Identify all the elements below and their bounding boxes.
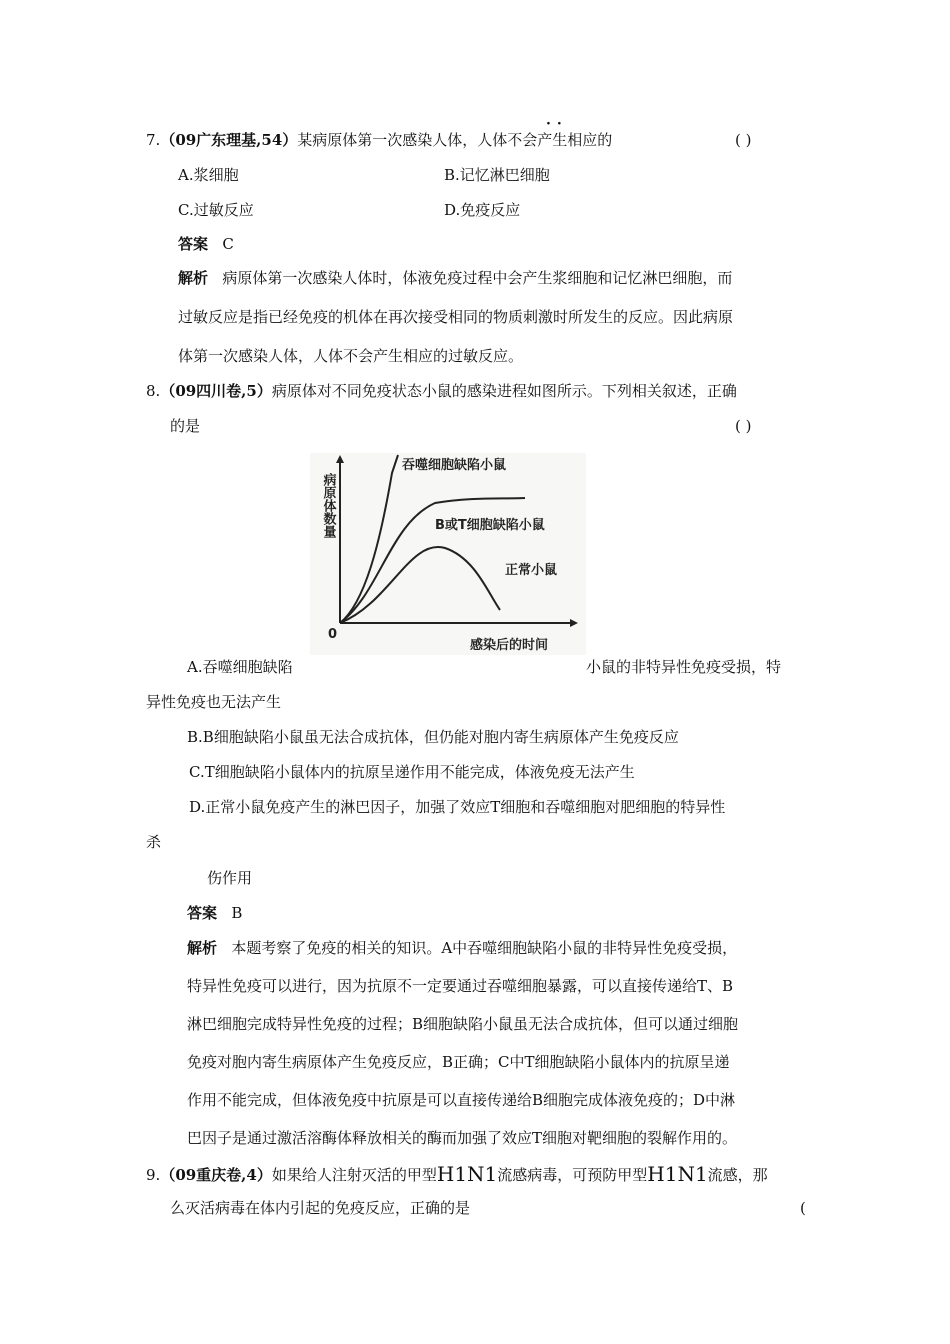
q8-option-d: D.正常小鼠免疫产生的淋巴因子，加强了效应T细胞和吞噬细胞对肥细胞的特异性 [189, 798, 726, 816]
q7-source: （09广东理基,54） [160, 131, 298, 149]
q7-analysis-label: 解析 [178, 269, 209, 287]
q7-option-d: D.免疫反应 [444, 201, 521, 219]
q7-stem [146, 130, 612, 150]
origin-label: 0 [328, 627, 338, 642]
q7-answer [178, 234, 234, 254]
q8-analysis-line-2: 特异性免疫可以进行，因为抗原不一定要通过吞噬细胞暴露，可以直接传递给T、B [187, 977, 734, 995]
q8-analysis-line-4: 免疫对胞内寄生病原体产生免疫反应，B正确；C中T细胞缺陷小鼠体内的抗原呈递 [187, 1053, 730, 1071]
q7-analysis-line-1: 解析 病原体第一次感染人体时，体液免疫过程中会产生浆细胞和记忆淋巴细胞，而 [178, 269, 733, 287]
q7-answer-value: C [222, 235, 234, 253]
q8-option-d-continued-2: 伤作用 [207, 869, 253, 887]
series-label-phagocyte-deficient: 吞噬细胞缺陷小鼠 [402, 458, 507, 473]
q7-number: 7. [146, 131, 161, 149]
series-label-b-or-t-deficient: B或T细胞缺陷小鼠 [435, 518, 545, 533]
q8-answer [187, 903, 242, 923]
y-axis-label: 病原体数量 [320, 473, 336, 538]
q8-number: 8. [146, 382, 161, 400]
q8-option-a-continued: 异性免疫也无法产生 [146, 693, 282, 711]
q8-option-a-part-2: 小鼠的非特异性免疫受损，特 [586, 658, 782, 676]
q8-stem-line-1: 8.（09四川卷,5）病原体对不同免疫状态小鼠的感染进程如图所示。下列相关叙述，正确 [146, 382, 737, 400]
q8-answer-paren: ( ) [735, 417, 752, 435]
q9-stem-line-2: 么灭活病毒在体内引起的免疫反应，正确的是 [170, 1199, 471, 1217]
infection-curve-figure [310, 453, 586, 655]
h1n1-term: H1N1 [647, 1162, 708, 1186]
q8-answer-label: 答案 [187, 904, 218, 922]
q9-source: （09重庆卷,4） [160, 1166, 272, 1184]
q8-option-a-part-1: A.吞噬细胞缺陷 [187, 658, 293, 676]
q7-emphasis-dots: ·· [546, 116, 568, 132]
q9-stem-line-1: 9.（09重庆卷,4）如果给人注射灭活的甲型H1N1流感病毒，可预防甲型H1N1流感，那 [146, 1162, 768, 1186]
q7-option-c: C.过敏反应 [178, 201, 254, 219]
q7-option-b: B.记忆淋巴细胞 [444, 166, 550, 184]
x-axis-label: 感染后的时间 [470, 638, 549, 653]
figure-background [310, 453, 586, 655]
q8-analysis-line-3: 淋巴细胞完成特异性免疫的过程；B细胞缺陷小鼠虽无法合成抗体，但可以通过细胞 [187, 1015, 739, 1033]
q8-option-c: C.T细胞缺陷小鼠体内的抗原呈递作用不能完成，体液免疫无法产生 [189, 763, 635, 781]
q7-analysis-line-3: 体第一次感染人体，人体不会产生相应的过敏反应。 [178, 347, 524, 365]
h1n1-term: H1N1 [436, 1162, 498, 1186]
q8-option-d-continued-1: 杀 [146, 833, 162, 851]
q8-analysis-line-6: 巴因子是通过激活溶酶体释放相关的酶而加强了效应T细胞对靶细胞的裂解作用的。 [187, 1129, 738, 1147]
q8-answer-value: B [231, 904, 243, 922]
q8-option-b: B.B细胞缺陷小鼠虽无法合成抗体，但仍能对胞内寄生病原体产生免疫反应 [187, 728, 679, 746]
q7-option-a: A.浆细胞 [178, 166, 239, 184]
q7-stem-text: 某病原体第一次感染人体，人体不会产生相应的 [297, 131, 613, 149]
q8-analysis-line-5: 作用不能完成，但体液免疫中抗原是可以直接传递给B细胞完成体液免疫的；D中淋 [187, 1091, 736, 1109]
q9-number: 9. [146, 1166, 161, 1184]
series-label-normal: 正常小鼠 [505, 563, 558, 578]
q7-analysis-line-2: 过敏反应是指已经免疫的机体在再次接受相同的物质刺激时所发生的反应。因此病原 [178, 308, 734, 326]
q8-analysis-line-1: 解析 本题考察了免疫的相关的知识。A中吞噬细胞缺陷小鼠的非特异性免疫受损， [187, 939, 738, 957]
q8-stem-line-2: 的是 [170, 417, 201, 435]
q8-source: （09四川卷,5） [160, 382, 272, 400]
q7-answer-paren: ( ) [735, 131, 752, 149]
q9-answer-paren: ( [800, 1199, 806, 1217]
q8-analysis-label: 解析 [187, 939, 218, 957]
q7-answer-label: 答案 [178, 235, 209, 253]
